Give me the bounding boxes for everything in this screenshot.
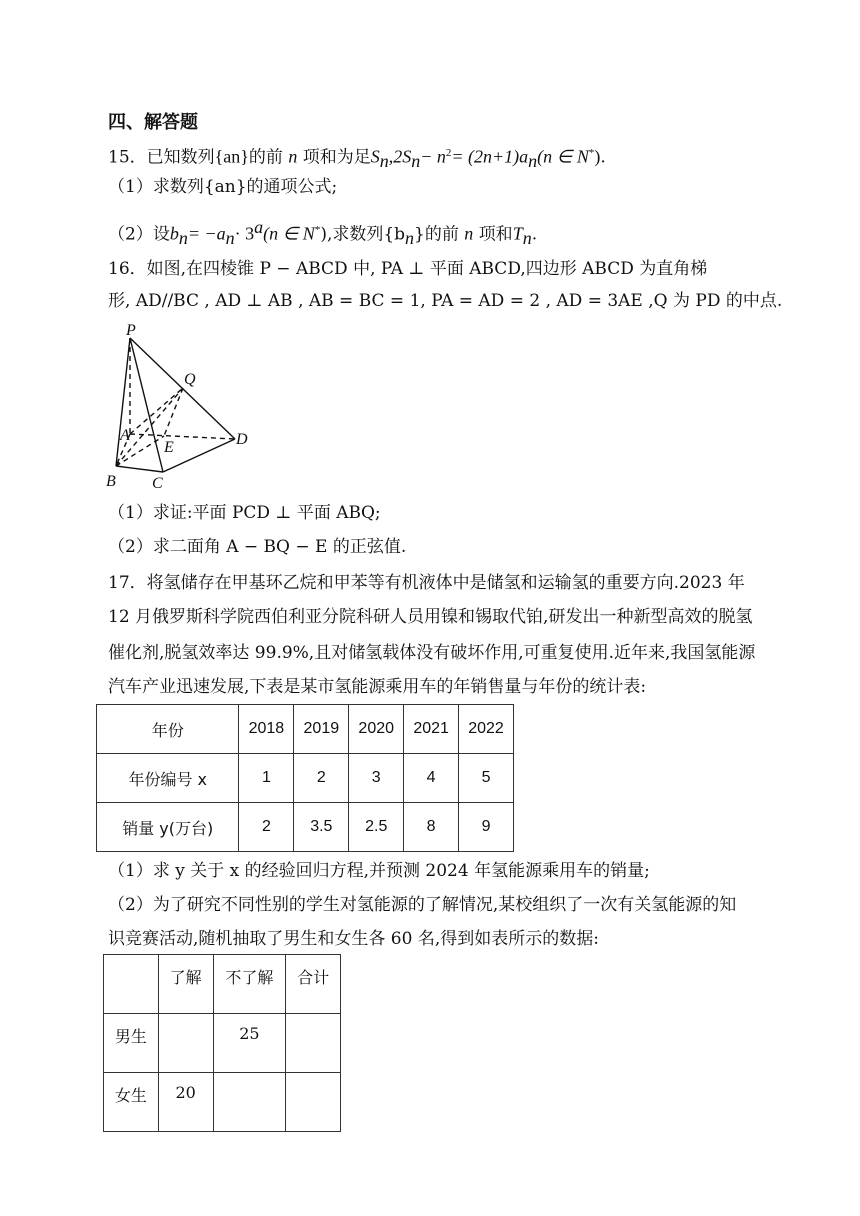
table-cell xyxy=(213,1073,286,1132)
q15-eq2: − n xyxy=(420,146,446,167)
q15-p2-g: }的前 xyxy=(414,224,459,245)
q15-p2-b: b xyxy=(169,223,179,244)
q15-eq: ,2S xyxy=(388,146,412,167)
q17-line3: 催化剂,脱氢效率达 99.9%,且对储氢载体没有破坏作用,可重复使用.近年来,我国氢能源 xyxy=(108,643,756,663)
q17-part1: （1）求 y 关于 x 的经验回归方程,并预测 2024 年氢能源乘用车的销量; xyxy=(108,861,650,881)
q17-part2-line2: 识竞赛活动,随机抽取了男生和女生各 60 名,得到如表所示的数据: xyxy=(108,929,599,949)
table-row xyxy=(104,1014,341,1073)
q15-sub-n: n xyxy=(379,151,389,172)
table-cell: 2 xyxy=(239,803,294,852)
q15-seq: {an} xyxy=(214,146,249,167)
table-cell: 了解 xyxy=(158,955,213,1014)
q15-text-a: 已知数列 xyxy=(146,147,215,168)
table-cell: 2019 xyxy=(294,705,349,754)
q15-p2-n: n xyxy=(464,223,474,244)
table-row xyxy=(104,955,341,1014)
section-title: 四、解答题 xyxy=(108,112,198,133)
q15-p2-sub3: n xyxy=(405,228,415,249)
q15-p2-e: (n ∈ N xyxy=(263,223,315,244)
edge-PC xyxy=(130,338,163,472)
q15-p2-j: . xyxy=(531,224,538,245)
table-cell: 合计 xyxy=(286,955,341,1014)
edge-BC xyxy=(116,466,163,472)
table-cell: 9 xyxy=(459,803,514,852)
q15-p2-h: 项和 xyxy=(478,224,513,245)
q15-p2-sub1: n xyxy=(178,228,188,249)
q17-line4: 汽车产业迅速发展,下表是某市氢能源乘用车的年销售量与年份的统计表: xyxy=(108,677,647,697)
q15-number: 15． xyxy=(108,147,147,168)
q15-stem xyxy=(108,142,606,172)
edge-CD xyxy=(163,439,235,472)
q17-line1 xyxy=(108,572,745,594)
q15-p2-star: * xyxy=(314,224,321,236)
table-cell: 4 xyxy=(404,754,459,803)
table-row xyxy=(104,1073,341,1132)
q15-part1: （1）求数列{an}的通项公式; xyxy=(108,177,338,197)
table-cell: 2018 xyxy=(239,705,294,754)
q15-p2-sub2: n xyxy=(225,228,235,249)
q17-part2-line1: （2）为了研究不同性别的学生对氢能源的了解情况,某校组织了一次有关氢能源的知 xyxy=(108,895,737,915)
table-cell: 不了解 xyxy=(213,955,286,1014)
table-cell xyxy=(104,955,159,1014)
q15-p2-i: T xyxy=(512,223,523,244)
q15-Sn: S xyxy=(370,146,380,167)
table-cell: 年份编号 x xyxy=(97,754,239,803)
q15-p2-sub4: n xyxy=(522,228,532,249)
q15-sub-n-2: n xyxy=(411,151,421,172)
edge-AQ xyxy=(130,388,183,434)
q15-text-b: 的前 xyxy=(248,147,283,168)
table-cell: 2 xyxy=(294,754,349,803)
q15-p2-f: ),求数列{b xyxy=(320,224,406,245)
q15-p2-d: · 3 xyxy=(234,223,255,244)
q15-part2 xyxy=(108,216,537,249)
table-cell xyxy=(286,1073,341,1132)
table-cell: 8 xyxy=(404,803,459,852)
table-cell: 3.5 xyxy=(294,803,349,852)
q15-text-c: 项和为足 xyxy=(302,147,371,168)
table-cell: 2020 xyxy=(349,705,404,754)
pyramid-figure xyxy=(100,320,260,492)
q15-n: n xyxy=(288,146,298,167)
q15-sub-n-3: n xyxy=(528,151,538,172)
q15-p2-exp: a xyxy=(254,217,264,237)
table-cell: 1 xyxy=(239,754,294,803)
q15-star: * xyxy=(588,147,595,159)
q16-part1: （1）求证:平面 PCD ⊥ 平面 ABQ; xyxy=(108,503,381,523)
q15-p2-c: = −a xyxy=(187,223,226,244)
table-cell: 20 xyxy=(158,1073,213,1132)
table-cell: 5 xyxy=(459,754,514,803)
label-P: P xyxy=(126,322,136,339)
table-cell: 销量 y(万台) xyxy=(97,803,239,852)
edge-PB xyxy=(116,338,130,466)
q15-eq3: = (2n+1)a xyxy=(451,146,529,167)
table-row xyxy=(97,803,514,852)
table-cell: 3 xyxy=(349,754,404,803)
label-Q: Q xyxy=(184,371,196,388)
q15-dot: . xyxy=(600,147,606,168)
label-C: C xyxy=(152,475,163,492)
q17-line2: 12 月俄罗斯科学院西伯利亚分院科研人员用镍和锡取代铂,研发出一种新型高效的脱氢 xyxy=(108,607,753,627)
table-cell: 2021 xyxy=(404,705,459,754)
edge-AD xyxy=(130,434,235,439)
q15-close: ) xyxy=(594,146,601,167)
table-cell: 女生 xyxy=(104,1073,159,1132)
table-cell: 2022 xyxy=(459,705,514,754)
label-A: A xyxy=(120,427,130,444)
q17-line1-text: 将氢储存在甲基环乙烷和甲苯等有机液体中是储氢和运输氢的重要方向.2023 年 xyxy=(146,573,745,593)
q15-cond: (n ∈ N xyxy=(537,146,589,167)
table-cell: 男生 xyxy=(104,1014,159,1073)
q17-number: 17． xyxy=(108,573,147,593)
gender-table xyxy=(103,954,341,1132)
sales-table xyxy=(96,704,514,852)
q15-p2-a: （2）设 xyxy=(108,224,170,245)
table-row xyxy=(97,754,514,803)
q15-sq: 2 xyxy=(445,147,452,159)
table-cell xyxy=(158,1014,213,1073)
q16-line1: 如图,在四棱锥 P − ABCD 中, PA ⊥ 平面 ABCD,四边形 ABCD 为直角梯 xyxy=(146,259,708,279)
table-cell: 25 xyxy=(213,1014,286,1073)
table-cell: 2.5 xyxy=(349,803,404,852)
table-cell xyxy=(286,1014,341,1073)
edge-QE xyxy=(164,388,183,436)
q16-stem-line2: 形, AD//BC , AD ⊥ AB , AB = BC = 1, PA = AD = 2 , AD = 3AE ,Q 为 PD 的中点. xyxy=(108,291,783,311)
table-row xyxy=(97,705,514,754)
label-E: E xyxy=(164,439,174,456)
q16-part2: （2）求二面角 A − BQ − E 的正弦值. xyxy=(108,537,407,557)
label-B: B xyxy=(106,473,116,490)
q16-stem-line1 xyxy=(108,258,707,280)
table-cell: 年份 xyxy=(97,705,239,754)
label-D: D xyxy=(236,431,248,448)
q16-number: 16． xyxy=(108,259,147,279)
